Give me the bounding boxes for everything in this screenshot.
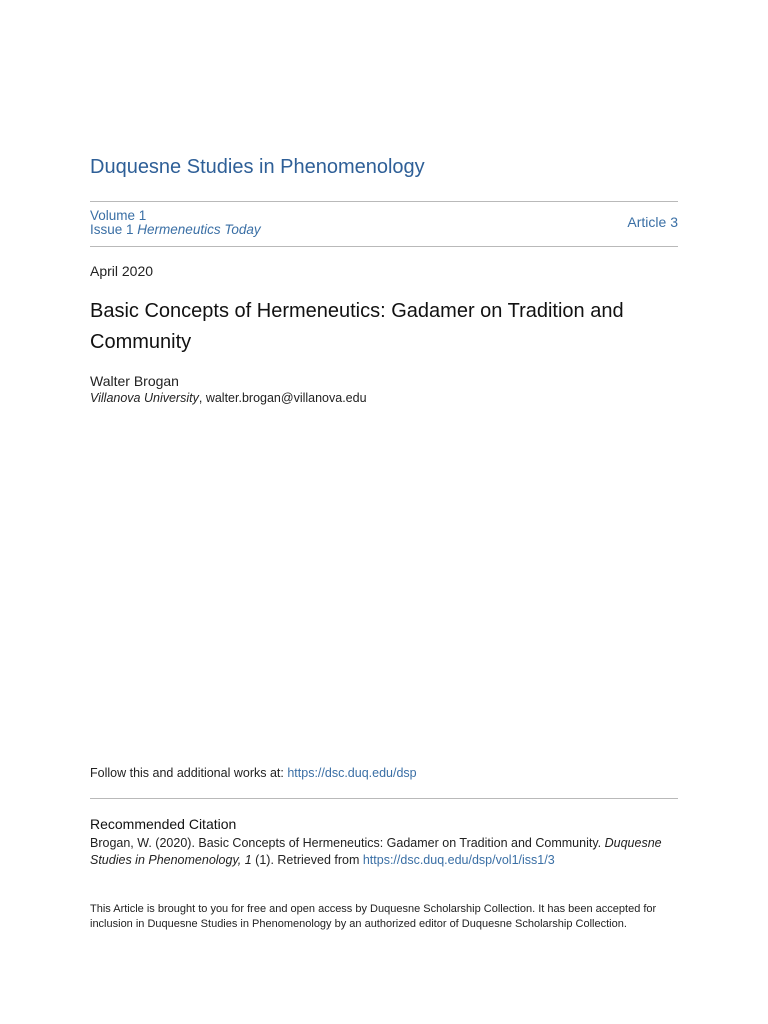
follow-line [90,766,417,780]
citation-heading: Recommended Citation [90,816,237,832]
publication-date: April 2020 [90,263,154,279]
citation-text-after: (1). Retrieved from [255,853,360,867]
divider-top [90,201,678,202]
author-name: Walter Brogan [90,373,179,389]
citation-text-before: Brogan, W. (2020). Basic Concepts of Hermeneutics: Gadamer on Tradition and Community. [90,836,602,850]
follow-link[interactable]: https://dsc.duq.edu/dsp [287,766,417,780]
article-number-link[interactable]: Article 3 [627,214,678,230]
affiliation-separator: , [198,391,203,405]
article-title: Basic Concepts of Hermeneutics: Gadamer on Tradition and Community [90,300,624,353]
cover-page [90,0,678,1024]
access-notice: This Article is brought to you for free and open access by Duquesne Scholarship Collection. It has been accepted for inclusion in Duquesne Studies in Phenomenology by an authorized editor of Duquesne Scholarship Collection. [90,903,657,930]
issue-prefix: Issue 1 [90,222,134,237]
author-affiliation [90,391,367,405]
citation-text [90,835,678,869]
citation-journal: Duquesne Studies in Phenomenology, 1 [90,836,662,867]
volume-link[interactable]: Volume 1 [90,208,147,223]
issue-link[interactable] [90,222,261,237]
affiliation-name: Villanova University [90,391,199,405]
divider-citation [90,798,678,799]
author-email: walter.brogan@villanova.edu [205,391,367,405]
issue-title: Hermeneutics Today [137,222,261,237]
follow-text: Follow this and additional works at: [90,766,284,780]
volume-issue-block [90,209,261,237]
citation-link[interactable]: https://dsc.duq.edu/dsp/vol1/iss1/3 [362,853,555,867]
journal-title-link[interactable]: Duquesne Studies in Phenomenology [90,156,425,178]
divider-issue [90,246,678,247]
